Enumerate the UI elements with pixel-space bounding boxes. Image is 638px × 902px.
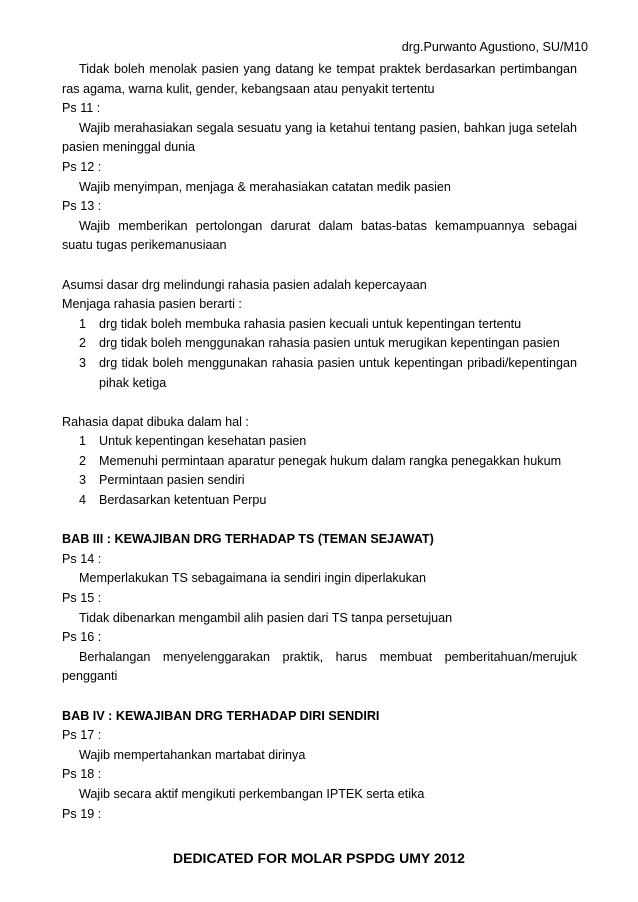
- article-label-ps15: Ps 15 :: [62, 591, 102, 606]
- list-item: [62, 452, 577, 472]
- list-number: 1: [79, 434, 87, 449]
- open-secret-intro: Rahasia dapat dibuka dalam hal :: [62, 414, 249, 429]
- open-secret-list: [62, 432, 577, 510]
- list-text: Memenuhi permintaan aparatur penegak hukum dalam rangka penegakkan hukum: [99, 453, 562, 468]
- keep-secret-intro: Menjaga rahasia pasien berarti :: [62, 297, 242, 312]
- article-text-ps18: Wajib secara aktif mengikuti perkembangan IPTEK serta etika: [79, 786, 425, 801]
- page-header-author: drg.Purwanto Agustiono, SU/M10: [401, 40, 588, 54]
- page-footer-dedication: DEDICATED FOR MOLAR PSPDG UMY 2012: [173, 850, 465, 866]
- article-text-ps13: Wajib memberikan pertolongan darurat dalam batas-batas kemampuannya sebagai suatu tugas perikemanusiaan: [62, 218, 577, 253]
- list-text: Permintaan pasien sendiri: [99, 473, 245, 488]
- list-text: Berdasarkan ketentuan Perpu: [99, 493, 267, 508]
- list-item: [62, 491, 577, 511]
- article-label-ps14: Ps 14 :: [62, 551, 102, 566]
- article-label-ps17: Ps 17 :: [62, 728, 102, 743]
- section-heading-bab4: BAB IV : KEWAJIBAN DRG TERHADAP DIRI SENDIRI: [62, 708, 380, 723]
- list-item: [62, 315, 577, 335]
- list-number: 4: [79, 493, 87, 508]
- list-text: drg tidak boleh membuka rahasia pasien kecuali untuk kepentingan tertentu: [99, 316, 522, 331]
- article-text-ps12: Wajib menyimpan, menjaga & merahasiakan catatan medik pasien: [79, 179, 451, 194]
- list-item: [62, 334, 577, 354]
- list-item: [62, 471, 577, 491]
- list-number: 1: [79, 316, 87, 331]
- list-text: Untuk kepentingan kesehatan pasien: [99, 434, 307, 449]
- section-heading-bab3: BAB III : KEWAJIBAN DRG TERHADAP TS (TEMAN SEJAWAT): [62, 532, 434, 547]
- keep-secret-list: [62, 315, 577, 393]
- list-number: 2: [79, 336, 87, 351]
- list-number: 2: [79, 453, 87, 468]
- article-label-ps11: Ps 11 :: [62, 101, 101, 116]
- article-text-ps17: Wajib mempertahankan martabat dirinya: [79, 747, 306, 762]
- article-label-ps19: Ps 19 :: [62, 806, 102, 821]
- assumption-text: Asumsi dasar drg melindungi rahasia pasien adalah kepercayaan: [62, 277, 427, 292]
- article-label-ps18: Ps 18 :: [62, 767, 102, 782]
- document-body: [62, 60, 577, 824]
- list-text: drg tidak boleh menggunakan rahasia pasien untuk merugikan kepentingan pasien: [99, 336, 560, 351]
- article-text-ps11: Wajib merahasiakan segala sesuatu yang ia ketahui tentang pasien, bahkan juga setelah pasien meninggal dunia: [62, 120, 577, 155]
- article-text-ps14: Memperlakukan TS sebagaimana ia sendiri ingin diperlakukan: [79, 571, 426, 586]
- list-text: drg tidak boleh menggunakan rahasia pasien untuk kepentingan pribadi/kepentingan pihak ketiga: [99, 355, 577, 390]
- article-text-ps15: Tidak dibenarkan mengambil alih pasien dari TS tanpa persetujuan: [79, 610, 453, 625]
- paragraph-pasien-diskriminasi: Tidak boleh menolak pasien yang datang ke tempat praktek berdasarkan pertimbangan ras agama, warna kulit, gender, kebangsaan atau penyakit tertentu: [62, 62, 577, 96]
- list-item: [62, 432, 577, 452]
- list-number: 3: [79, 355, 87, 370]
- list-number: 3: [79, 473, 87, 488]
- article-label-ps16: Ps 16 :: [62, 630, 102, 645]
- list-item: [62, 354, 577, 393]
- article-label-ps12: Ps 12 :: [62, 159, 102, 174]
- article-text-ps16: Berhalangan menyelenggarakan praktik, harus membuat pemberitahuan/merujuk pengganti: [62, 649, 577, 684]
- article-label-ps13: Ps 13 :: [62, 199, 102, 214]
